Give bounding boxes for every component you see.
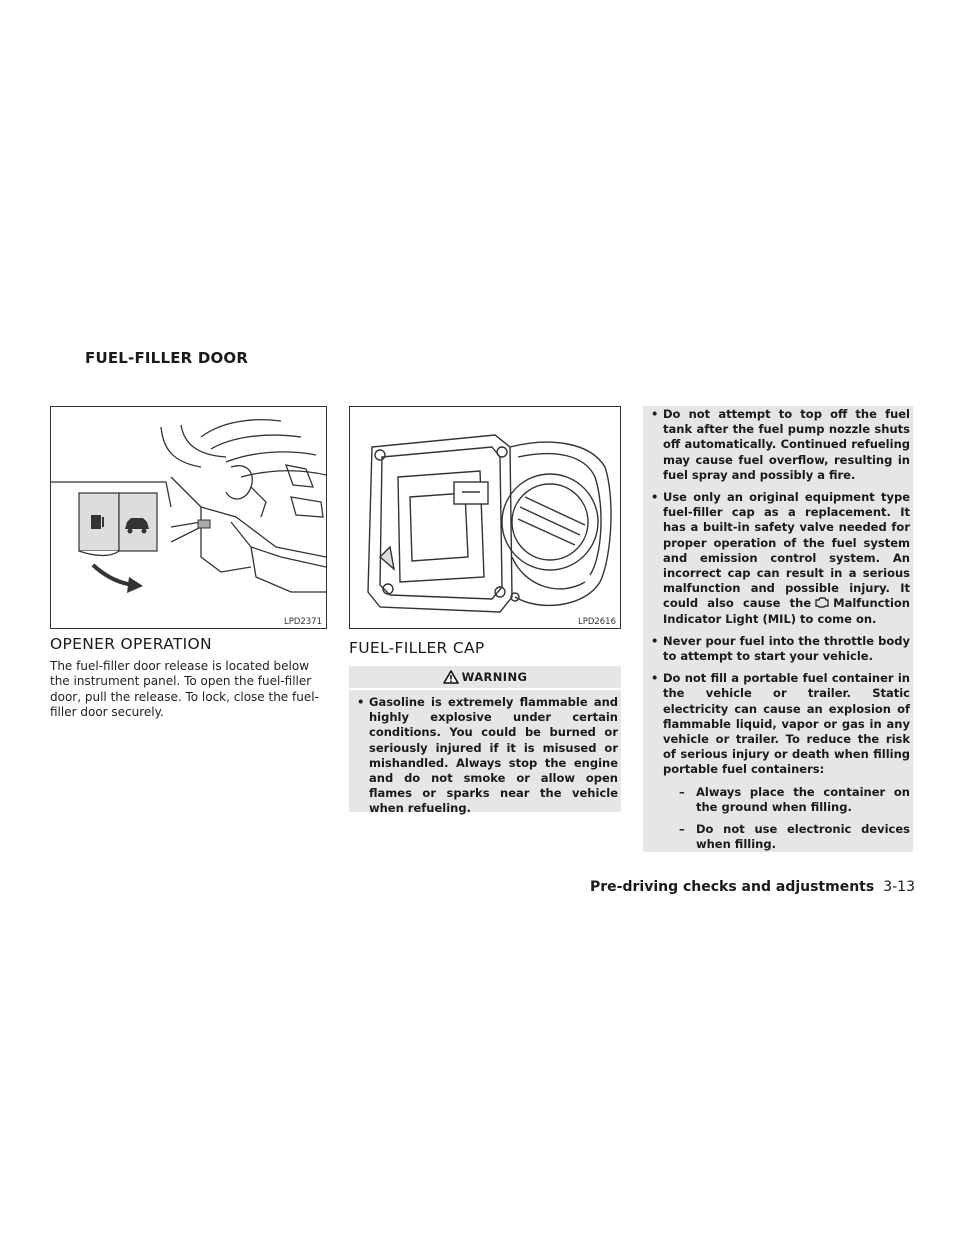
page-number: 3-13 xyxy=(883,879,915,895)
page-footer xyxy=(590,879,915,895)
release-lever-drawing xyxy=(51,407,327,629)
section-title: FUEL-FILLER DOOR xyxy=(85,349,249,367)
warning-header xyxy=(349,666,621,688)
figure-code: LPD2371 xyxy=(283,617,322,627)
warning-label: WARNING xyxy=(461,670,528,684)
warning-continued-box xyxy=(643,406,913,852)
figure-code: LPD2616 xyxy=(577,617,616,627)
warning-box xyxy=(349,666,621,816)
warning-sub-item: – Do not use electronic devices when filling. xyxy=(663,822,910,852)
warning-continued-list xyxy=(643,406,913,852)
warning-triangle-icon xyxy=(443,670,459,684)
opener-operation-text: The fuel-filler door release is located below the instrument panel. To open the fuel-filler door, pull the release. To lock, close the fuel-filler door securely. xyxy=(50,659,319,719)
warning-item: • Never pour fuel into the throttle body to attempt to start your vehicle. xyxy=(643,634,913,664)
warning-sub-item: – Always place the container on the ground when filling. xyxy=(663,785,910,815)
warning-text: Use only an original equipment type fuel-filler cap as a replacement. It has a built-in safety valve needed for proper operation of the fuel system and emission control system. An incorrect cap can result in a serious malfunction and possible injury. It could also cause the xyxy=(663,490,910,611)
warning-list xyxy=(349,690,621,817)
warning-item-cap xyxy=(643,490,913,627)
warning-text: Malfunction Indicator Light (MIL) to come on. xyxy=(663,596,910,626)
opener-operation-heading: OPENER OPERATION xyxy=(50,635,212,653)
opener-illustration xyxy=(50,406,327,629)
chapter-title: Pre-driving checks and adjustments xyxy=(590,879,875,895)
fuel-filler-cap-heading: FUEL-FILLER CAP xyxy=(349,639,485,657)
fuel-cap-illustration xyxy=(349,406,621,629)
warning-item-portable xyxy=(643,671,913,852)
warning-item: • Gasoline is extremely flammable and highly explosive under certain conditions. You could be burned or seriously injured if it is misused or mishandled. Always stop the engine and do not smoke or allow open flames or sparks near the vehicle when refueling. xyxy=(349,695,621,817)
warning-sub-list xyxy=(663,785,910,853)
fuel-cap-drawing xyxy=(350,407,621,629)
warning-text: Do not fill a portable fuel container in the vehicle or trailer. Static electricity can cause an explosion of flammable liquid, vapor or gas in any vehicle or trailer. To reduce the risk of serious injury or death when filling portable fuel containers: xyxy=(663,671,910,777)
warning-item: • Do not attempt to top off the fuel tank after the fuel pump nozzle shuts off automatically. Continued refueling may cause fuel overflow, resulting in fuel spray and possibly a fire. xyxy=(643,407,913,483)
check-engine-icon xyxy=(814,596,830,609)
